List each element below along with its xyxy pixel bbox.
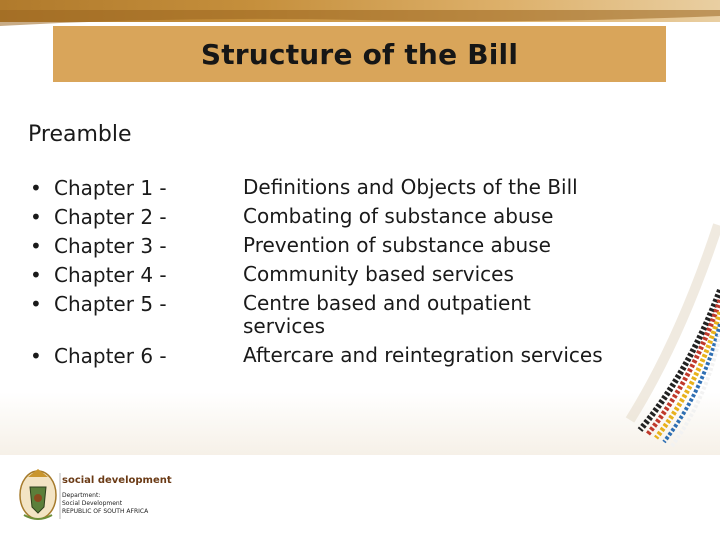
- chapter-label: Chapter 3 -: [54, 234, 167, 258]
- chapter-description: Community based services: [243, 262, 514, 286]
- chapter-description: Definitions and Objects of the Bill: [243, 175, 578, 199]
- department-line: REPUBLIC OF SOUTH AFRICA: [62, 508, 149, 515]
- chapter-description: Centre based and outpatient services: [243, 291, 531, 338]
- bullet: •: [30, 205, 42, 229]
- chapter-label: Chapter 5 -: [54, 292, 167, 316]
- title-bar: [53, 26, 666, 82]
- page-title: Structure of the Bill: [200, 37, 519, 71]
- chapter-description: Aftercare and reintegration services: [243, 343, 603, 367]
- bullet: •: [30, 263, 42, 287]
- bullet: •: [30, 292, 42, 316]
- preamble-label: Preamble: [28, 122, 132, 147]
- department-line: Department:: [62, 492, 101, 499]
- chapter-label: Chapter 2 -: [54, 205, 167, 229]
- bullet: •: [30, 176, 42, 200]
- chapter-label: Chapter 4 -: [54, 263, 167, 287]
- chapter-label: Chapter 1 -: [54, 176, 167, 200]
- department-line: Social Development: [62, 500, 123, 507]
- brand-name: social development: [62, 475, 172, 486]
- bullet: •: [30, 234, 42, 258]
- chapter-description: Prevention of substance abuse: [243, 233, 551, 257]
- bullet: •: [30, 344, 42, 368]
- chapter-label: Chapter 6 -: [54, 344, 167, 368]
- department-text: [62, 492, 148, 516]
- chapter-description: Combating of substance abuse: [243, 204, 554, 228]
